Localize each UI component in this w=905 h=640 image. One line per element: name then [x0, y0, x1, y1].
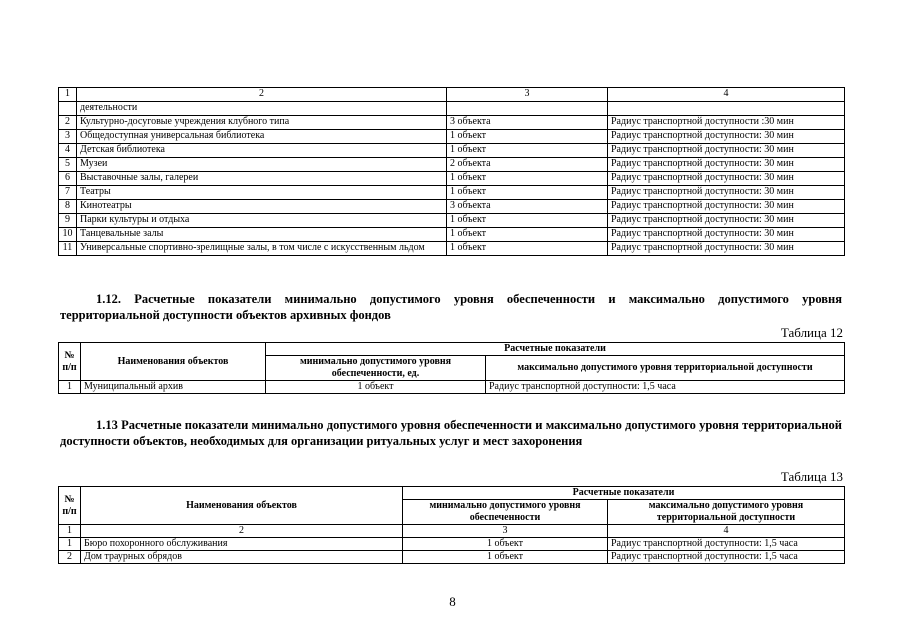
ritual-services-table: [58, 486, 845, 564]
col-max-header: максимально допустимого уровня территориальной доступности: [486, 356, 845, 381]
row-number: 11: [59, 242, 77, 256]
row-number: 5: [59, 158, 77, 172]
table-row: [59, 116, 845, 130]
page-number: 8: [449, 594, 456, 609]
objects-culture-table: [58, 87, 845, 256]
header-cell: 4: [608, 88, 845, 102]
col-name-header: Наименования объектов: [81, 343, 266, 381]
col-min-header: минимально допустимого уровня обеспеченности, ед.: [266, 356, 486, 381]
column-number: 3: [403, 525, 608, 538]
archive-table: [58, 342, 845, 394]
object-name: Театры: [77, 186, 447, 200]
table-row: [59, 186, 845, 200]
continuation-text: деятельности: [77, 102, 447, 116]
row-number: 4: [59, 144, 77, 158]
object-count: 2 объекта: [447, 158, 608, 172]
object-name: Культурно-досуговые учреждения клубного типа: [77, 116, 447, 130]
col-group-header: Расчетные показатели: [403, 487, 845, 500]
object-name: Бюро похоронного обслуживания: [81, 538, 403, 551]
col-max-header: максимально допустимого уровня территориальной доступности: [608, 500, 845, 525]
accessibility: Радиус транспортной доступности: 1,5 часа: [608, 538, 845, 551]
object-count: 1 объект: [447, 144, 608, 158]
object-count: 3 объекта: [447, 116, 608, 130]
object-count: 1 объект: [403, 551, 608, 564]
accessibility: Радиус транспортной доступности: 1,5 часа: [486, 381, 845, 394]
object-count: 1 объект: [447, 172, 608, 186]
accessibility: Радиус транспортной доступности :30 мин: [608, 116, 845, 130]
col-number-header: № п/п: [59, 487, 81, 525]
column-number: 1: [59, 525, 81, 538]
object-name: Парки культуры и отдыха: [77, 214, 447, 228]
accessibility: Радиус транспортной доступности: 30 мин: [608, 144, 845, 158]
row-number: 7: [59, 186, 77, 200]
row-number: 10: [59, 228, 77, 242]
object-name: Музеи: [77, 158, 447, 172]
object-count: 1 объект: [403, 538, 608, 551]
table-caption-13: Таблица 13: [780, 469, 843, 484]
column-number: 2: [81, 525, 403, 538]
table-row: [59, 214, 845, 228]
table-row: [59, 228, 845, 242]
object-count: 1 объект: [447, 242, 608, 256]
table-row: [59, 172, 845, 186]
object-name: Дом траурных обрядов: [81, 551, 403, 564]
accessibility: Радиус транспортной доступности: 30 мин: [608, 228, 845, 242]
table-row: [59, 130, 845, 144]
object-count: 1 объект: [447, 186, 608, 200]
table-row: [59, 200, 845, 214]
accessibility: Радиус транспортной доступности: 1,5 часа: [608, 551, 845, 564]
accessibility: Радиус транспортной доступности: 30 мин: [608, 214, 845, 228]
table-caption-12: Таблица 12: [780, 325, 843, 340]
row-number: 6: [59, 172, 77, 186]
object-count: 1 объект: [447, 214, 608, 228]
object-name: Детская библиотека: [77, 144, 447, 158]
col-name-header: Наименования объектов: [81, 487, 403, 525]
object-count: 3 объекта: [447, 200, 608, 214]
accessibility: Радиус транспортной доступности: 30 мин: [608, 172, 845, 186]
section-heading-1-13: 1.13 Расчетные показатели минимально допустимого уровня обеспеченности и максимально допустимого уровня территориальной доступности объектов, необходимых для организации ритуальных услуг и мест захоронения: [60, 418, 842, 448]
table-header-row: [59, 88, 845, 102]
accessibility: Радиус транспортной доступности: 30 мин: [608, 130, 845, 144]
row-number: 3: [59, 130, 77, 144]
accessibility: Радиус транспортной доступности: 30 мин: [608, 186, 845, 200]
object-count: 1 объект: [447, 130, 608, 144]
table-row: [59, 144, 845, 158]
row-number: 9: [59, 214, 77, 228]
row-number: 2: [59, 551, 81, 564]
object-name: Общедоступная универсальная библиотека: [77, 130, 447, 144]
numbering-row: [59, 525, 845, 538]
col-number-header: № п/п: [59, 343, 81, 381]
object-name: Универсальные спортивно-зрелищные залы, в том числе с искусственным льдом: [77, 242, 447, 256]
header-cell: 2: [77, 88, 447, 102]
header-cell: 1: [59, 88, 77, 102]
col-min-header: минимально допустимого уровня обеспеченности: [403, 500, 608, 525]
table-row: [59, 538, 845, 551]
accessibility: Радиус транспортной доступности: 30 мин: [608, 200, 845, 214]
object-name: Выставочные залы, галереи: [77, 172, 447, 186]
row-number: 1: [59, 538, 81, 551]
table-row: [59, 158, 845, 172]
object-name: Кинотеатры: [77, 200, 447, 214]
object-count: 1 объект: [447, 228, 608, 242]
row-number: 2: [59, 116, 77, 130]
row-number: 8: [59, 200, 77, 214]
accessibility: Радиус транспортной доступности: 30 мин: [608, 242, 845, 256]
object-name: Танцевальные залы: [77, 228, 447, 242]
object-count: 1 объект: [266, 381, 486, 394]
table-row: [59, 381, 845, 394]
table-row: [59, 102, 845, 116]
col-group-header: Расчетные показатели: [266, 343, 845, 356]
object-name: Муниципальный архив: [81, 381, 266, 394]
table-row: [59, 551, 845, 564]
column-number: 4: [608, 525, 845, 538]
section-heading-1-12: 1.12. Расчетные показатели минимально допустимого уровня обеспеченности и максимально допустимого уровня территориальной доступности объектов архивных фондов: [60, 292, 842, 322]
header-cell: 3: [447, 88, 608, 102]
accessibility: Радиус транспортной доступности: 30 мин: [608, 158, 845, 172]
table-row: [59, 242, 845, 256]
row-number: 1: [59, 381, 81, 394]
